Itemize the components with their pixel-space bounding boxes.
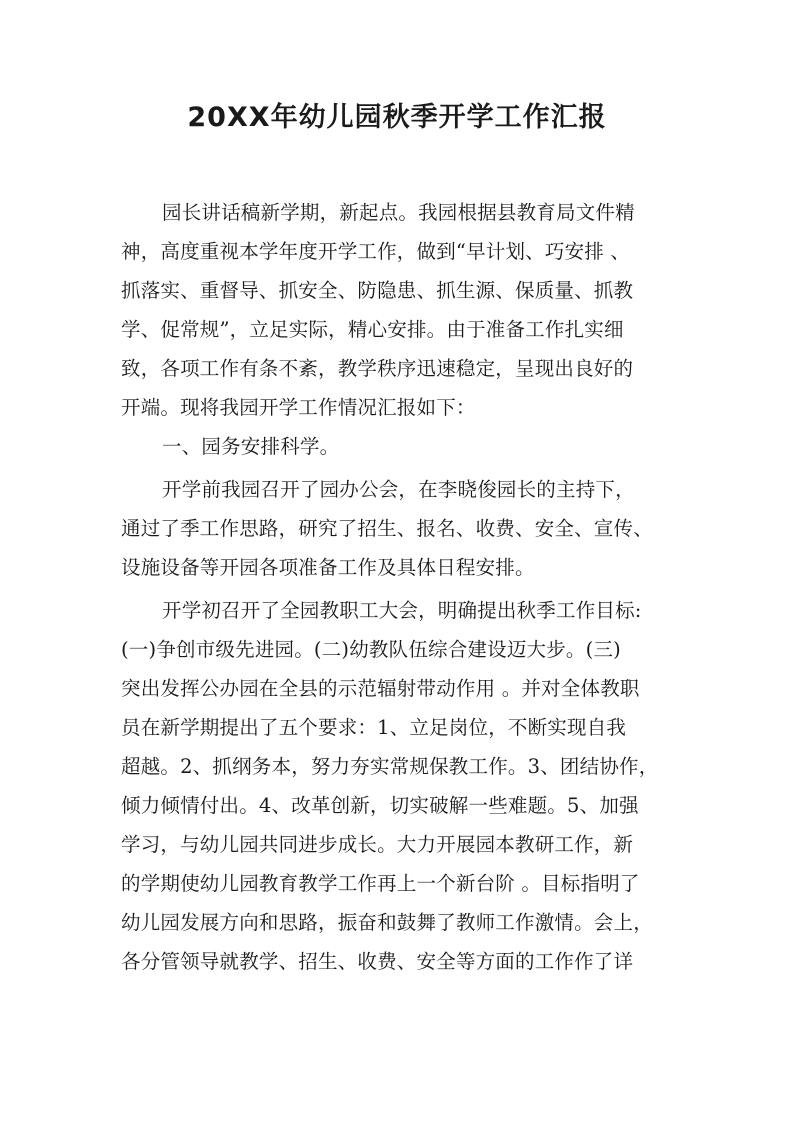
paragraph-line: 神，高度重视本学年度开学工作，做到“早计划、巧安排 、 xyxy=(121,240,631,263)
document-title: 20XX年幼儿园秋季开学工作汇报 xyxy=(187,102,607,133)
paragraph-line: 通过了季工作思路，研究了招生、报名、收费、安全、宣传、 xyxy=(121,517,653,540)
paragraph-line: 各分管领导就教学、招生、收费、安全等方面的工作作了详 xyxy=(121,950,634,973)
paragraph-line: (一)争创市级先进园。(二)幼教队伍综合建设迈大步。(三) xyxy=(121,638,621,661)
paragraph-line: 开学初召开了全园教职工大会，明确提出秋季工作目标: xyxy=(162,599,642,622)
paragraph-line: 员在新学期提出了五个要求：1、立足岗位，不断实现自我 xyxy=(121,716,627,739)
paragraph-line: 超越。2、抓纲务本，努力夯实常规保教工作。3、团结协作， xyxy=(121,755,659,778)
paragraph-line: 开端。现将我园开学工作情况汇报如下： xyxy=(121,396,476,419)
paragraph-line: 抓落实、重督导、抓安全、防隐患、抓生源、保质量、抓教 xyxy=(121,279,634,302)
document-body xyxy=(121,193,675,981)
paragraph-line: 设施设备等开园各项准备工作及具体日程安排。 xyxy=(121,556,535,579)
section-heading: 一、园务安排科学。 xyxy=(162,435,340,458)
paragraph-line: 致，各项工作有条不紊，教学秩序迅速稳定，呈现出良好的 xyxy=(121,357,634,380)
paragraph-line: 园长讲话稿新学期，新起点。我园根据县教育局文件精 xyxy=(162,201,635,224)
paragraph-line: 学、促常规”，立足实际，精心安排。由于准备工作扎实细 xyxy=(121,318,624,341)
paragraph-line: 的学期使幼儿园教育教学工作再上一个新台阶 。目标指明了 xyxy=(121,872,640,895)
paragraph-line: 突出发挥公办园在全县的示范辐射带动作用 。并对全体教职 xyxy=(121,677,640,700)
paragraph-line: 幼儿园发展方向和思路，振奋和鼓舞了教师工作激情。会上， xyxy=(121,911,653,934)
paragraph-line: 学习，与幼儿园共同进步成长。大力开展园本教研工作，新 xyxy=(121,833,634,856)
paragraph-line: 开学前我园召开了园办公会，在李晓俊园长的主持下， xyxy=(162,478,635,501)
paragraph-line: 倾力倾情付出。4、改革创新，切实破解一些难题。5、加强 xyxy=(121,794,639,817)
